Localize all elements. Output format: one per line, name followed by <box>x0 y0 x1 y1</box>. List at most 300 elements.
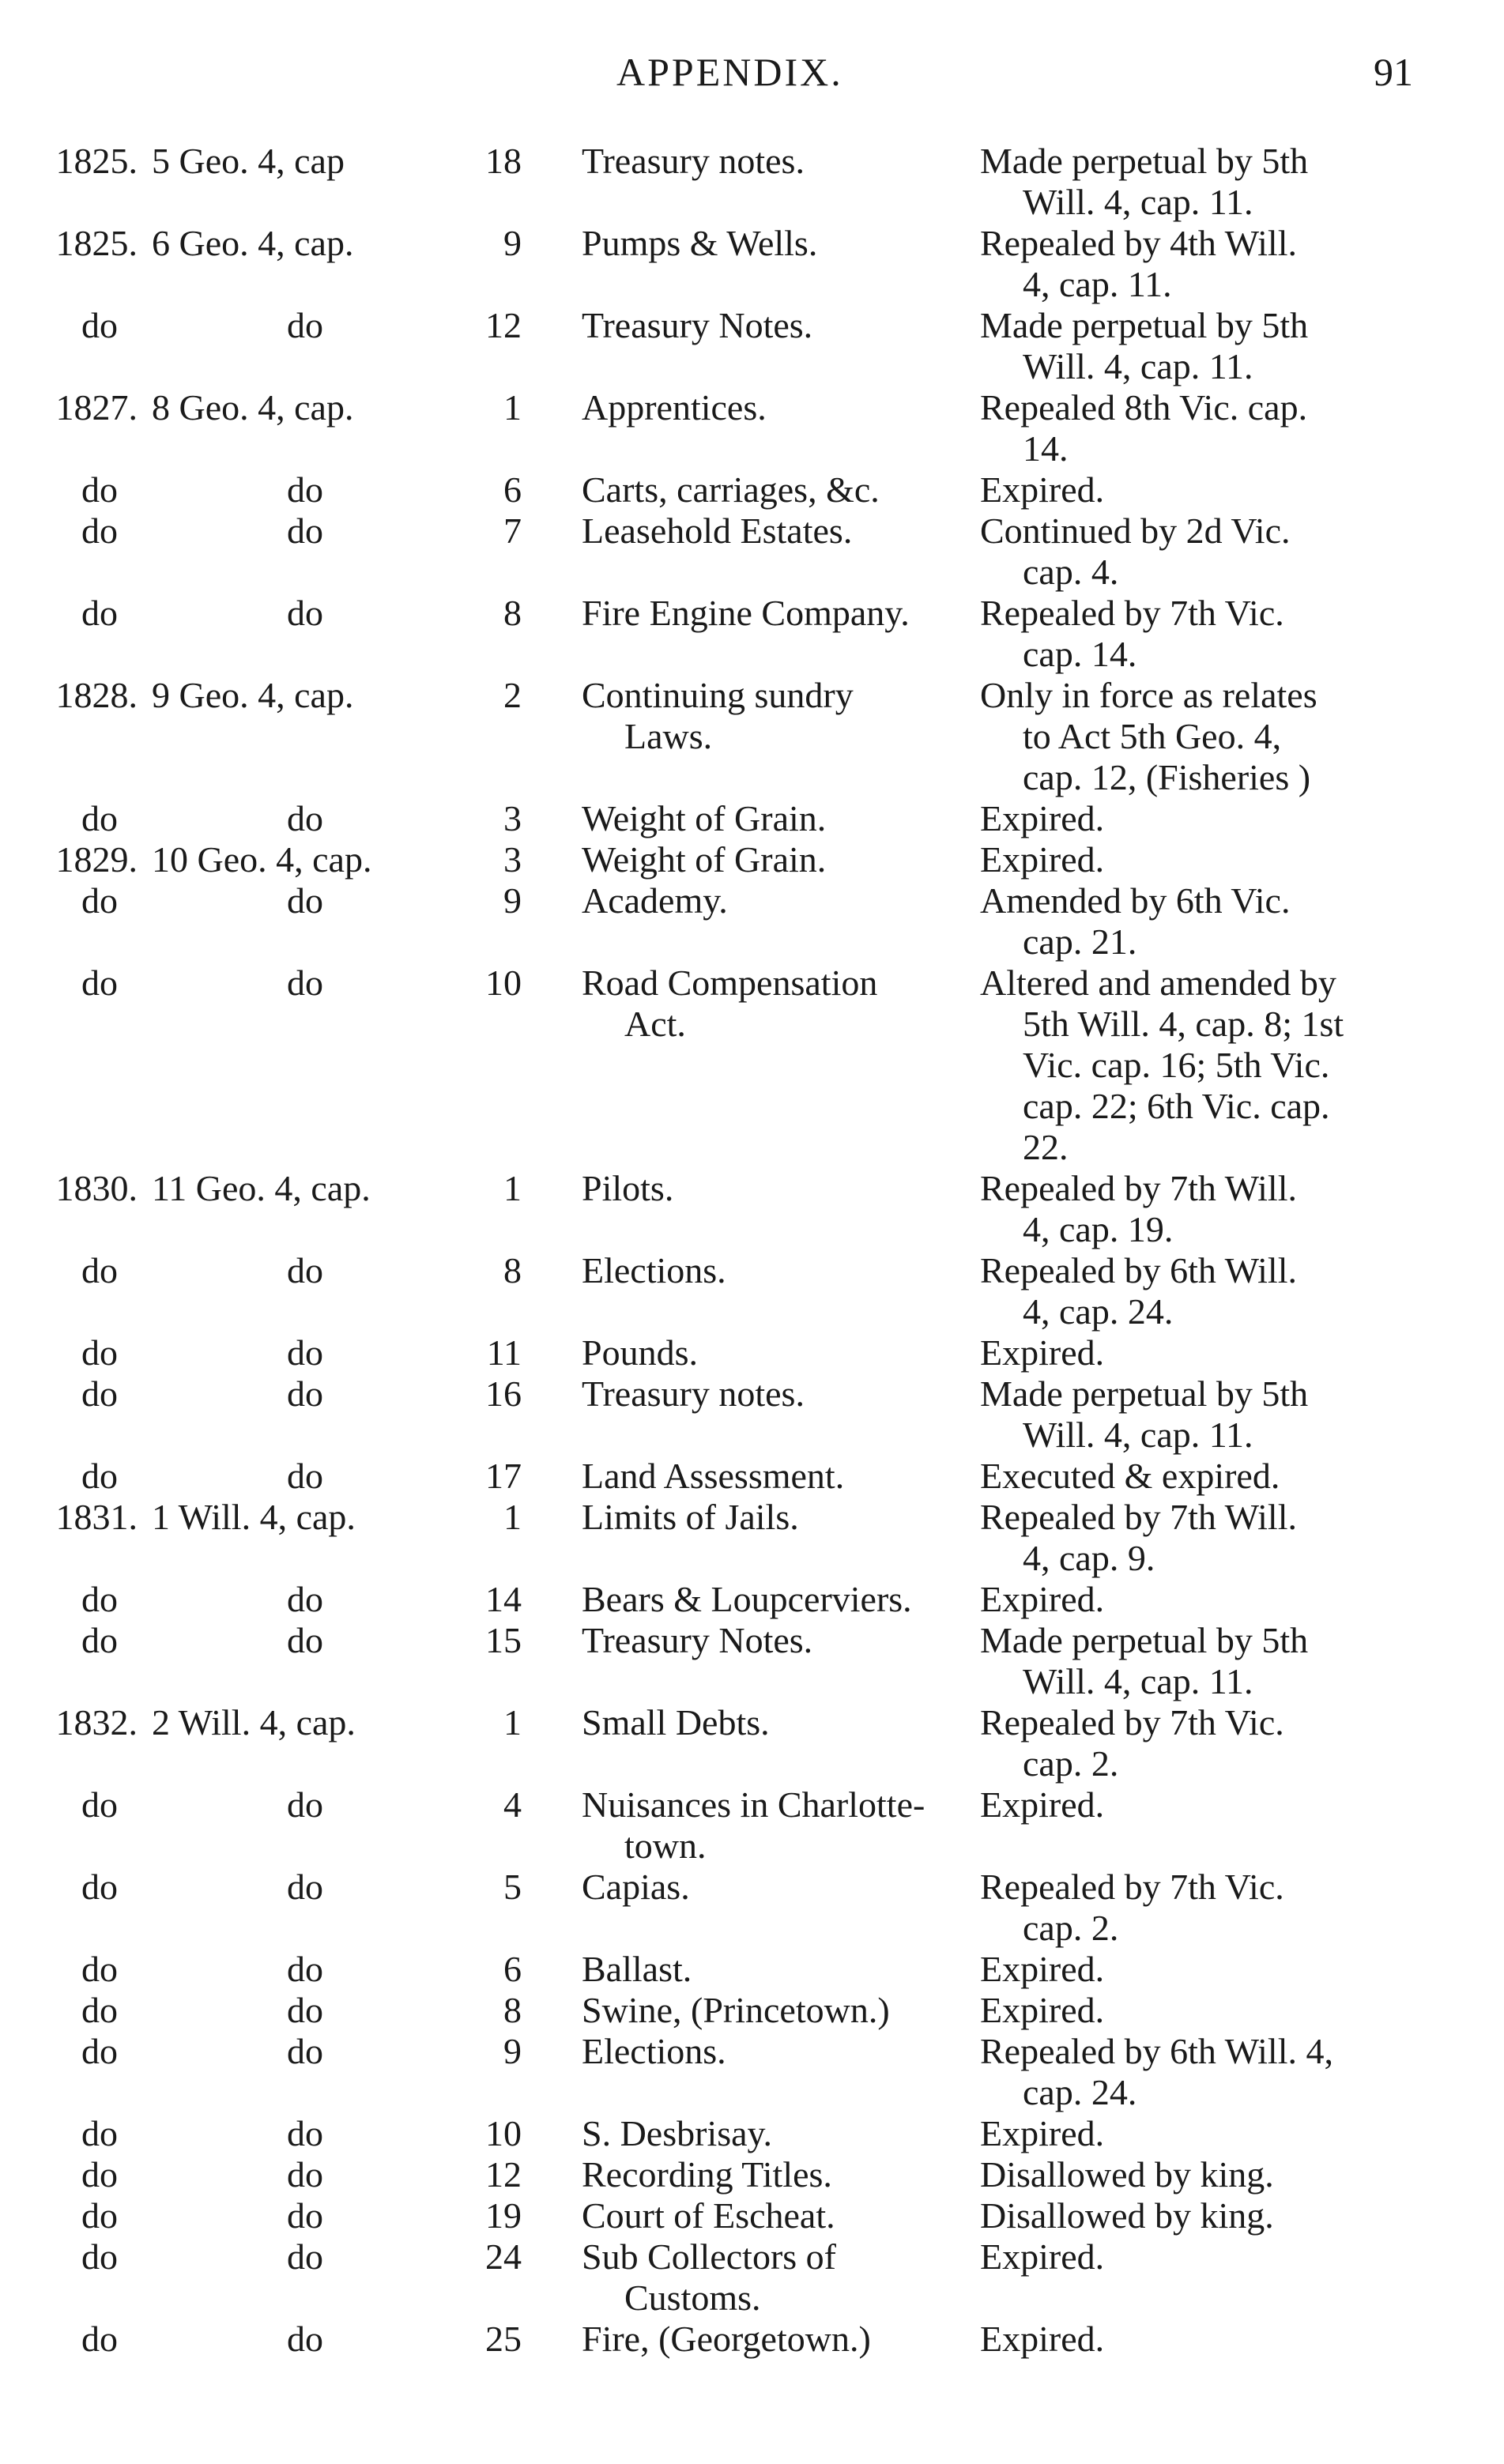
act-title-line: Road Compensation <box>582 963 878 1003</box>
act-title-line: Weight of Grain. <box>582 798 827 838</box>
table-row <box>0 1702 1504 1784</box>
act-title-line: Continuing sundry <box>582 675 854 715</box>
act-year: do <box>81 2319 118 2359</box>
act-status-line: Repealed by 6th Will. <box>980 1250 1297 1290</box>
table-row <box>0 1990 1504 2031</box>
act-reign: 11 Geo. 4, cap. <box>152 1168 371 1208</box>
act-status-line: Made perpetual by 5th <box>980 1373 1309 1414</box>
act-title <box>530 1373 972 1456</box>
act-status-line: 5th Will. 4, cap. 8; 1st <box>1023 1004 1344 1044</box>
act-cap-number: 3 <box>503 798 522 838</box>
act-chapter <box>152 880 530 963</box>
act-status-line: Repealed by 7th Will. <box>980 1497 1297 1537</box>
act-title <box>530 223 972 305</box>
act-chapter <box>152 1456 530 1497</box>
act-chapter <box>152 2195 530 2236</box>
act-status <box>972 2195 1415 2236</box>
act-reign: do <box>287 1250 323 1290</box>
act-chapter <box>152 2236 530 2319</box>
act-status <box>972 1168 1415 1250</box>
act-reign: do <box>287 2031 323 2071</box>
act-chapter <box>152 1497 530 1579</box>
act-cap-number: 12 <box>485 2154 522 2195</box>
table-row <box>0 223 1504 305</box>
act-title-line: Treasury notes. <box>582 1373 805 1414</box>
act-status-line: Vic. cap. 16; 5th Vic. <box>1023 1045 1330 1085</box>
act-status-line: Expired. <box>980 2113 1105 2153</box>
act-status <box>972 798 1415 839</box>
act-reign: do <box>287 1456 323 1496</box>
table-row <box>0 2236 1504 2319</box>
act-status-line: cap. 2. <box>1023 1908 1119 1948</box>
act-status-line: Executed & expired. <box>980 1456 1280 1496</box>
act-status-line: Will. 4, cap. 11. <box>1023 182 1253 222</box>
act-cap-number: 6 <box>503 1949 522 1989</box>
act-status-line: Repealed by 6th Will. 4, <box>980 2031 1333 2071</box>
act-year: do <box>81 1620 118 1660</box>
act-cap-number: 7 <box>503 511 522 551</box>
act-title-line: Elections. <box>582 2031 726 2071</box>
act-status <box>972 1250 1415 1332</box>
act-year: do <box>81 1579 118 1619</box>
act-reign: 2 Will. 4, cap. <box>152 1702 356 1743</box>
act-title <box>530 1250 972 1332</box>
act-year: 1828. <box>55 675 138 715</box>
act-status-line: Expired. <box>980 1784 1105 1825</box>
act-cap-number: 3 <box>503 839 522 880</box>
act-title-line: Bears & Loupcerviers. <box>582 1579 912 1619</box>
table-row <box>0 2113 1504 2154</box>
act-reign: do <box>287 1373 323 1414</box>
act-reign: do <box>287 963 323 1003</box>
act-status <box>972 1949 1415 1990</box>
act-reign: 9 Geo. 4, cap. <box>152 675 354 715</box>
act-year: 1827. <box>55 387 138 428</box>
act-cap-number: 14 <box>485 1579 522 1619</box>
act-status-line: Expired. <box>980 469 1105 510</box>
act-status-line: Repealed by 7th Will. <box>980 1168 1297 1208</box>
act-year: do <box>81 1332 118 1373</box>
act-title <box>530 2195 972 2236</box>
act-title <box>530 1990 972 2031</box>
act-chapter <box>152 511 530 593</box>
act-reign: do <box>287 1949 323 1989</box>
act-chapter <box>152 1949 530 1990</box>
act-status-line: Amended by 6th Vic. <box>980 880 1291 921</box>
act-title <box>530 798 972 839</box>
act-status-line: 4, cap. 11. <box>1023 264 1172 304</box>
act-chapter <box>152 1620 530 1702</box>
act-cap-number: 2 <box>503 675 522 715</box>
act-year: 1831. <box>55 1497 138 1537</box>
act-chapter <box>152 469 530 511</box>
act-status-line: Continued by 2d Vic. <box>980 511 1291 551</box>
act-status <box>972 1332 1415 1373</box>
act-status <box>972 1456 1415 1497</box>
act-cap-number: 1 <box>503 1497 522 1537</box>
act-status-line: cap. 2. <box>1023 1743 1119 1784</box>
act-cap-number: 8 <box>503 1250 522 1290</box>
act-status <box>972 387 1415 469</box>
act-title-line: Small Debts. <box>582 1702 770 1743</box>
act-chapter <box>152 675 530 798</box>
act-status-line: Altered and amended by <box>980 963 1336 1003</box>
act-status-line: to Act 5th Geo. 4, <box>1023 716 1282 756</box>
act-title <box>530 675 972 798</box>
act-status <box>972 469 1415 511</box>
act-title <box>530 141 972 223</box>
table-row <box>0 511 1504 593</box>
act-title-line: Carts, carriages, &c. <box>582 469 880 510</box>
act-reign: do <box>287 1620 323 1660</box>
act-cap-number: 16 <box>485 1373 522 1414</box>
act-status <box>972 511 1415 593</box>
act-reign: do <box>287 469 323 510</box>
act-title <box>530 305 972 387</box>
table-row <box>0 798 1504 839</box>
act-year: 1830. <box>55 1168 138 1208</box>
act-title-line: Capias. <box>582 1867 690 1907</box>
table-row <box>0 1373 1504 1456</box>
act-title <box>530 469 972 511</box>
act-status-line: Expired. <box>980 1579 1105 1619</box>
act-status-line: Expired. <box>980 1332 1105 1373</box>
act-year: do <box>81 963 118 1003</box>
table-row <box>0 1332 1504 1373</box>
act-year: 1825. <box>55 141 138 181</box>
page-title: APPENDIX. <box>616 50 843 94</box>
act-title <box>530 1702 972 1784</box>
table-row <box>0 1867 1504 1949</box>
act-title-line: Laws. <box>624 716 713 756</box>
act-year: do <box>81 1990 118 2030</box>
act-title <box>530 1784 972 1867</box>
act-year: do <box>81 2031 118 2071</box>
act-chapter <box>152 223 530 305</box>
act-reign: do <box>287 2236 323 2277</box>
act-status <box>972 305 1415 387</box>
act-status <box>972 1579 1415 1620</box>
act-cap-number: 9 <box>503 2031 522 2071</box>
act-title-line: Limits of Jails. <box>582 1497 799 1537</box>
act-status-line: 4, cap. 9. <box>1023 1538 1155 1578</box>
act-cap-number: 1 <box>503 387 522 428</box>
table-row <box>0 1784 1504 1867</box>
act-title <box>530 839 972 880</box>
act-status <box>972 1497 1415 1579</box>
act-status <box>972 963 1415 1168</box>
act-status-line: Will. 4, cap. 11. <box>1023 1415 1253 1455</box>
act-year: do <box>81 1867 118 1907</box>
act-status-line: Expired. <box>980 2236 1105 2277</box>
table-row <box>0 1250 1504 1332</box>
act-title-line: Ballast. <box>582 1949 692 1989</box>
act-cap-number: 19 <box>485 2195 522 2236</box>
act-year: do <box>81 2236 118 2277</box>
act-status <box>972 2154 1415 2195</box>
table-row <box>0 305 1504 387</box>
act-title <box>530 963 972 1168</box>
act-title-line: Nuisances in Charlotte- <box>582 1784 925 1825</box>
act-status-line: Expired. <box>980 1990 1105 2030</box>
act-status-line: cap. 21. <box>1023 921 1137 962</box>
act-cap-number: 12 <box>485 305 522 345</box>
table-row <box>0 1456 1504 1497</box>
act-title-line: Apprentices. <box>582 387 767 428</box>
act-status <box>972 593 1415 675</box>
act-year: 1829. <box>55 839 138 880</box>
act-status-line: cap. 4. <box>1023 552 1119 592</box>
act-title-line: Weight of Grain. <box>582 839 827 880</box>
act-reign: do <box>287 511 323 551</box>
act-status <box>972 675 1415 798</box>
act-reign: do <box>287 593 323 633</box>
act-reign: 1 Will. 4, cap. <box>152 1497 356 1537</box>
acts-table <box>0 141 1504 2360</box>
act-title <box>530 2031 972 2113</box>
act-chapter <box>152 839 530 880</box>
act-title-line: Pounds. <box>582 1332 698 1373</box>
act-title-line: Swine, (Princetown.) <box>582 1990 890 2030</box>
act-year: do <box>81 1784 118 1825</box>
act-status-line: cap. 22; 6th Vic. cap. <box>1023 1086 1330 1126</box>
act-chapter <box>152 2113 530 2154</box>
act-title-line: Fire Engine Company. <box>582 593 910 633</box>
act-year: do <box>81 880 118 921</box>
act-reign: do <box>287 1579 323 1619</box>
act-title <box>530 1168 972 1250</box>
act-chapter <box>152 1702 530 1784</box>
act-title <box>530 2319 972 2360</box>
act-cap-number: 6 <box>503 469 522 510</box>
act-reign: 10 Geo. 4, cap. <box>152 839 372 880</box>
table-row <box>0 839 1504 880</box>
act-year: do <box>81 2195 118 2236</box>
act-cap-number: 10 <box>485 2113 522 2153</box>
act-title <box>530 1620 972 1702</box>
act-chapter <box>152 963 530 1168</box>
act-cap-number: 5 <box>503 1867 522 1907</box>
act-year: do <box>81 593 118 633</box>
act-chapter <box>152 798 530 839</box>
table-row <box>0 2154 1504 2195</box>
act-year: do <box>81 1456 118 1496</box>
act-title <box>530 1456 972 1497</box>
act-cap-number: 8 <box>503 593 522 633</box>
page-header <box>0 49 1504 112</box>
act-cap-number: 4 <box>503 1784 522 1825</box>
act-reign: do <box>287 2113 323 2153</box>
act-reign: do <box>287 2195 323 2236</box>
act-chapter <box>152 1579 530 1620</box>
act-reign: do <box>287 798 323 838</box>
act-status-line: Made perpetual by 5th <box>980 1620 1309 1660</box>
act-title <box>530 387 972 469</box>
act-year: do <box>81 1373 118 1414</box>
act-cap-number: 10 <box>485 963 522 1003</box>
act-cap-number: 1 <box>503 1168 522 1208</box>
table-row <box>0 141 1504 223</box>
act-chapter <box>152 1250 530 1332</box>
act-title-line: Sub Collectors of <box>582 2236 836 2277</box>
table-row <box>0 963 1504 1168</box>
act-chapter <box>152 2154 530 2195</box>
act-title-line: Recording Titles. <box>582 2154 832 2195</box>
act-status-line: cap. 24. <box>1023 2072 1137 2112</box>
act-status-line: Will. 4, cap. 11. <box>1023 1661 1253 1701</box>
table-row <box>0 2319 1504 2360</box>
act-title <box>530 1332 972 1373</box>
act-reign: 8 Geo. 4, cap. <box>152 387 354 428</box>
act-title-line: Pumps & Wells. <box>582 223 818 263</box>
act-cap-number: 9 <box>503 223 522 263</box>
act-title <box>530 2113 972 2154</box>
act-status <box>972 1373 1415 1456</box>
act-status <box>972 2031 1415 2113</box>
table-row <box>0 1497 1504 1579</box>
act-status-line: Expired. <box>980 1949 1105 1989</box>
act-reign: 6 Geo. 4, cap. <box>152 223 354 263</box>
act-status-line: Repealed 8th Vic. cap. <box>980 387 1308 428</box>
table-row <box>0 1579 1504 1620</box>
act-status-line: Only in force as relates <box>980 675 1317 715</box>
act-status-line: Will. 4, cap. 11. <box>1023 346 1253 386</box>
act-reign: do <box>287 2319 323 2359</box>
table-row <box>0 593 1504 675</box>
act-reign: do <box>287 305 323 345</box>
act-cap-number: 25 <box>485 2319 522 2359</box>
act-year: do <box>81 511 118 551</box>
act-chapter <box>152 2319 530 2360</box>
act-title-line: Act. <box>624 1004 686 1044</box>
act-status-line: 4, cap. 19. <box>1023 1209 1174 1249</box>
act-status-line: Made perpetual by 5th <box>980 305 1309 345</box>
act-chapter <box>152 593 530 675</box>
act-cap-number: 15 <box>485 1620 522 1660</box>
act-status-line: Made perpetual by 5th <box>980 141 1309 181</box>
act-reign: do <box>287 880 323 921</box>
act-cap-number: 8 <box>503 1990 522 2030</box>
act-chapter <box>152 387 530 469</box>
act-year: do <box>81 1250 118 1290</box>
act-chapter <box>152 305 530 387</box>
act-status-line: Repealed by 7th Vic. <box>980 593 1284 633</box>
act-status <box>972 1784 1415 1867</box>
act-status <box>972 2113 1415 2154</box>
act-reign: do <box>287 1784 323 1825</box>
act-year: do <box>81 1949 118 1989</box>
act-title-line: S. Desbrisay. <box>582 2113 773 2153</box>
act-title <box>530 880 972 963</box>
act-title <box>530 1579 972 1620</box>
act-status-line: 4, cap. 24. <box>1023 1291 1174 1332</box>
act-title <box>530 1949 972 1990</box>
act-year: do <box>81 2154 118 2195</box>
act-chapter <box>152 1784 530 1867</box>
act-chapter <box>152 1373 530 1456</box>
act-status <box>972 2236 1415 2319</box>
act-status <box>972 839 1415 880</box>
act-chapter <box>152 1168 530 1250</box>
act-title-line: Customs. <box>624 2278 761 2318</box>
act-status <box>972 1867 1415 1949</box>
table-row <box>0 880 1504 963</box>
act-status-line: 14. <box>1023 428 1069 469</box>
act-title-line: Court of Escheat. <box>582 2195 835 2236</box>
table-row <box>0 387 1504 469</box>
act-status-line: Repealed by 7th Vic. <box>980 1867 1284 1907</box>
act-status-line: Repealed by 7th Vic. <box>980 1702 1284 1743</box>
act-status-line: Disallowed by king. <box>980 2195 1274 2236</box>
act-title-line: Treasury Notes. <box>582 305 813 345</box>
table-row <box>0 1168 1504 1250</box>
act-year: do <box>81 469 118 510</box>
act-title <box>530 593 972 675</box>
act-title-line: Academy. <box>582 880 728 921</box>
act-title <box>530 2154 972 2195</box>
act-cap-number: 24 <box>485 2236 522 2277</box>
act-status-line: Expired. <box>980 2319 1105 2359</box>
act-status-line: 22. <box>1023 1127 1069 1167</box>
act-cap-number: 1 <box>503 1702 522 1743</box>
act-reign: 5 Geo. 4, cap <box>152 141 345 181</box>
act-status <box>972 2319 1415 2360</box>
act-title-line: Pilots. <box>582 1168 674 1208</box>
act-chapter <box>152 1332 530 1373</box>
act-reign: do <box>287 1990 323 2030</box>
act-title-line: Fire, (Georgetown.) <box>582 2319 871 2359</box>
act-status-line: cap. 12, (Fisheries ) <box>1023 757 1311 797</box>
act-year: 1832. <box>55 1702 138 1743</box>
table-row <box>0 469 1504 511</box>
act-cap-number: 11 <box>486 1332 522 1373</box>
act-title-line: Leasehold Estates. <box>582 511 853 551</box>
act-cap-number: 17 <box>485 1456 522 1496</box>
act-chapter <box>152 2031 530 2113</box>
act-status <box>972 880 1415 963</box>
act-chapter <box>152 141 530 223</box>
act-status <box>972 1702 1415 1784</box>
act-title-line: Treasury notes. <box>582 141 805 181</box>
act-chapter <box>152 1990 530 2031</box>
table-row <box>0 675 1504 798</box>
act-reign: do <box>287 2154 323 2195</box>
act-chapter <box>152 1867 530 1949</box>
act-title-line: Treasury Notes. <box>582 1620 813 1660</box>
act-title-line: Land Assessment. <box>582 1456 845 1496</box>
table-row <box>0 2195 1504 2236</box>
table-row <box>0 2031 1504 2113</box>
act-reign: do <box>287 1332 323 1373</box>
act-status <box>972 1990 1415 2031</box>
act-title <box>530 1497 972 1579</box>
table-row <box>0 1620 1504 1702</box>
act-status-line: Expired. <box>980 798 1105 838</box>
act-title <box>530 1867 972 1949</box>
act-title-line: Elections. <box>582 1250 726 1290</box>
act-status-line: cap. 14. <box>1023 634 1137 674</box>
act-status-line: Repealed by 4th Will. <box>980 223 1297 263</box>
act-status-line: Expired. <box>980 839 1105 880</box>
act-title-line: town. <box>624 1825 707 1866</box>
page-number: 91 <box>1374 50 1413 94</box>
act-reign: do <box>287 1867 323 1907</box>
act-title <box>530 511 972 593</box>
act-status <box>972 223 1415 305</box>
table-row <box>0 1949 1504 1990</box>
act-status <box>972 141 1415 223</box>
act-year: do <box>81 2113 118 2153</box>
